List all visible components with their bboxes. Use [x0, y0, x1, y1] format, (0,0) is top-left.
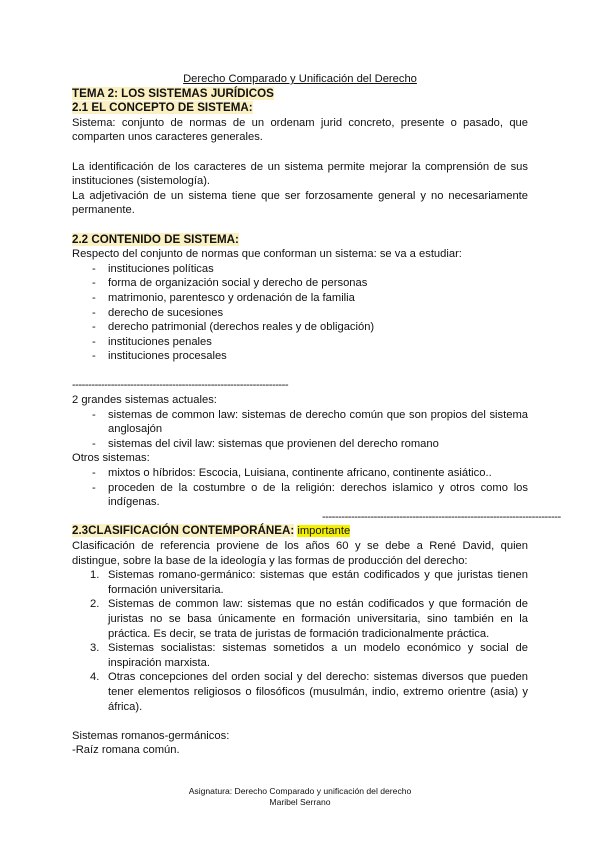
identificacion-paragraph: La identificación de los caracteres de un sistema permite mejorar la comprensión de sus instituciones (sistemología). — [72, 160, 528, 188]
adjetivacion-paragraph: La adjetivación de un sistema tiene que ser forzosamente general y no necesariamente permanente. — [72, 189, 528, 217]
sistema-definition: Sistema: conjunto de normas de un ordenam jurid concreto, presente o pasado, que comparten unos caracteres generales. — [72, 116, 528, 144]
list-item: - instituciones penales — [72, 335, 528, 350]
otros-sistemas-label: Otros sistemas: — [72, 452, 150, 465]
list-item: 4. Otras concepciones del orden social y del derecho: sistemas diversos que pueden tener elementos religiosos o filosóficos (musulmán, indio, extremo orientre (asia) y áfrica). — [90, 671, 528, 713]
list-item: - instituciones procesales — [72, 349, 528, 364]
list-item: - sistemas de common law: sistemas de derecho común que son propios del sistema anglosajón — [72, 408, 528, 437]
page-footer — [0, 786, 600, 808]
otros-sistemas-list — [72, 466, 528, 510]
document-title: Derecho Comparado y Unificación del Derecho — [183, 73, 417, 85]
importante-tag: importante — [297, 525, 351, 538]
spacer — [72, 364, 528, 379]
contenido-intro: Respecto del conjunto de normas que conforman un sistema: se va a estudiar: — [72, 248, 462, 261]
clasificacion-list — [72, 568, 528, 714]
document-title-row — [72, 72, 528, 87]
list-item: - matrimonio, parentesco y ordenación de la familia — [72, 291, 528, 306]
list-item: - proceden de la costumbre o de la religión: derechos islamico y otros como los indígenas. — [72, 481, 528, 510]
grandes-sistemas-list — [72, 408, 528, 452]
list-item: 2. Sistemas de common law: sistemas que no están codificados y que formación de juristas no se basa únicamente en formación universitaria, sino también en la práctica. Es decir, se trata de juristas de formación tradicionalmente práctica. — [90, 598, 528, 640]
section-2-1-heading-row — [72, 101, 528, 116]
footer-author: Maribel Serrano — [269, 797, 331, 807]
dashed-separator: ------------------------------------------------------------------- — [72, 379, 289, 392]
list-item: - instituciones políticas — [72, 262, 528, 277]
romanos-germanicos-label: Sistemas romanos-germánicos: — [72, 729, 230, 742]
raiz-romana-line: -Raíz romana común. — [72, 744, 180, 757]
list-item: 3. Sistemas socialistas: sistemas sometidos a un modelo económico y social de inspiración marxista. — [90, 642, 528, 669]
spacer — [72, 218, 528, 233]
section-2-1-heading: 2.1 EL CONCEPTO DE SISTEMA: — [72, 101, 253, 115]
list-item: - sistemas del civil law: sistemas que provienen del derecho romano — [72, 437, 528, 452]
dashed-separator: -------------------------------------------------------------------------- — [322, 510, 561, 523]
page-body — [72, 72, 561, 758]
clasificacion-intro: Clasificación de referencia proviene de los años 60 y se debe a René David, quien distingue, sobre la base de la ideología y las formas de producción del derecho: — [72, 540, 528, 567]
section-2-2-heading-row — [72, 233, 528, 248]
section-2-3-heading: 2.3CLASIFICACIÓN CONTEMPORÁNEA: — [72, 524, 295, 538]
tema-title: TEMA 2: LOS SISTEMAS JURÍDICOS — [72, 86, 274, 100]
contenido-list — [72, 262, 528, 364]
list-item: - forma de organización social y derecho de personas — [72, 276, 528, 291]
section-2-2-heading: 2.2 CONTENIDO DE SISTEMA: — [72, 232, 239, 246]
spacer — [72, 145, 528, 160]
grandes-sistemas-intro: 2 grandes sistemas actuales: — [72, 394, 217, 407]
list-item: - derecho de sucesiones — [72, 306, 528, 321]
spacer — [72, 714, 528, 729]
list-item: 1. Sistemas romano-germánico: sistemas que están codificados y que juristas tienen formación universitaria. — [90, 569, 528, 596]
tema-title-row — [72, 87, 528, 102]
list-item: - mixtos o híbridos: Escocia, Luisiana, continente africano, continente asiático.. — [72, 466, 528, 481]
footer-subject: Asignatura: Derecho Comparado y unificación del derecho — [188, 786, 412, 796]
list-item: - derecho patrimonial (derechos reales y de obligación) — [72, 320, 528, 335]
section-2-3-heading-row — [72, 524, 528, 539]
